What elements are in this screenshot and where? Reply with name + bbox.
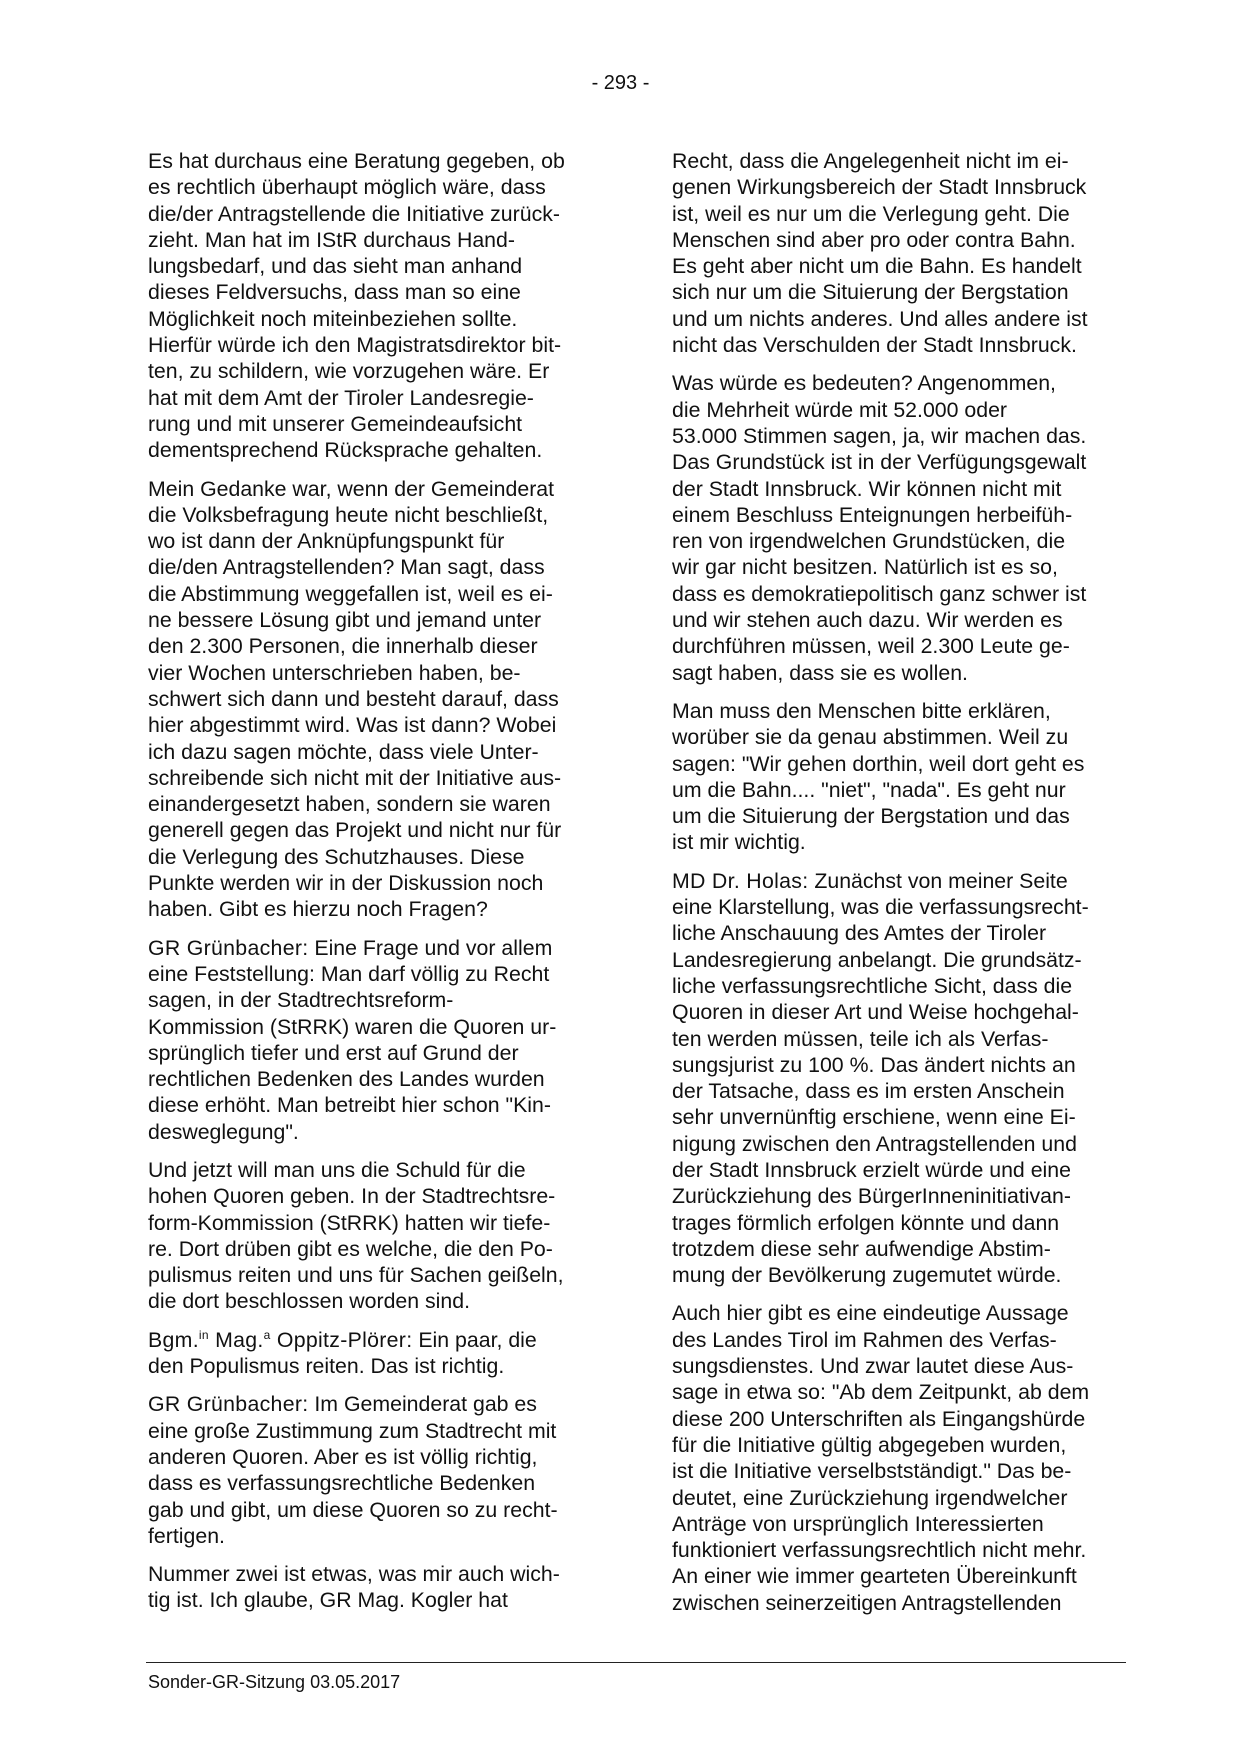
footer-divider: [146, 1662, 1126, 1663]
paragraph: GR Grünbacher: Eine Frage und vor allem eine Feststellung: Man darf völlig zu Recht sagen, in der Stadtrechtsreform- Kommission (StRRK) waren die Quoren ur- sprünglich tiefer und erst auf Grund der rechtlichen Bedenken des Landes wurden diese erhöht. Man betreibt hier schon "Kin- desweglegung".: [148, 935, 557, 1144]
paragraph: Auch hier gibt es eine eindeutige Aussage des Landes Tirol im Rahmen des Verfas- sungsdienstes. Und zwar lautet diese Aus- sage in etwa so: "Ab dem Zeitpunkt, ab dem diese 200 Unterschriften als Eingangshürde für die Initiative gültig abgegeben wurden, ist die Initiative verselbstständigt." Das be- deutet, eine Zurückziehung irgendwelcher Anträge von ursprünglich Interessierten funktioniert verfassungsrechtlich nicht mehr. An einer wie immer gearteten Übereinkunft zwischen seinerzeitigen Antragstellenden: [672, 1301, 1090, 1615]
speaker-name: GR Grünbacher:: [148, 935, 309, 960]
paragraph: Und jetzt will man uns die Schuld für die hohen Quoren geben. In der Stadtrechtsre- form-Kommission (StRRK) hatten wir tiefe- re. Dort drüben gibt es welche, die den Po- pulismus reiten und uns für Sachen geißeln, die dort beschlossen worden sind.: [148, 1157, 564, 1314]
paragraph: Es hat durchaus eine Beratung gegeben, ob es rechtlich überhaupt möglich wäre, dass die/der Antragstellende die Initiative zurück- zieht. Man hat im IStR durchaus Hand- lungsbedarf, und das sieht man anhand dieses Feldversuchs, dass man so eine Möglichkeit noch miteinbeziehen sollte. Hierfür würde ich den Magistratsdirektor bit- ten, zu schildern, wie vorzugehen wäre. Er hat mit dem Amt der Tiroler Landesregie- rung und mit unserer Gemeindeaufsicht dementsprechend Rücksprache gehalten.: [148, 149, 565, 463]
paragraph: MD Dr. Holas: Zunächst von meiner Seite eine Klarstellung, was die verfassungsrecht- liche Anschauung des Amtes der Tiroler Landesregierung anbelangt. Die grundsätz- liche verfassungsrechtliche Sicht, dass die Quoren in dieser Art und Weise hochgehal- ten werden müssen, teile ich als Verfas- sungsjurist zu 100 %. Das ändert nichts an der Tatsache, dass es im ersten Anschein sehr unvernünftig erschiene, wenn eine Ei- nigung zwischen den Antragstellenden und der Stadt Innsbruck erzielt würde und eine Zurückziehung des BürgerInneninitiativan- trages förmlich erfolgen könnte und dann trotzdem diese sehr aufwendige Abstim- mung der Bevölkerung zugemutet würde.: [672, 868, 1089, 1288]
left-column: [148, 148, 600, 1626]
paragraph: Was würde es bedeuten? Angenommen, die Mehrheit würde mit 52.000 oder 53.000 Stimmen sagen, ja, wir machen das. Das Grundstück ist in der Verfügungsgewalt der Stadt Innsbruck. Wir können nicht mit einem Beschluss Enteignungen herbeifüh- ren von irgendwelchen Grundstücken, die wir gar nicht besitzen. Natürlich ist es so, dass es demokratiepolitisch ganz schwer ist und wir stehen auch dazu. Wir werden es durchführen müssen, weil 2.300 Leute ge- sagt haben, dass sie es wollen.: [672, 371, 1087, 685]
speaker-name: Bgm.$^{in}$ Mag.$^a$ Oppitz-Plörer:: [148, 1327, 413, 1352]
paragraph: Mein Gedanke war, wenn der Gemeinderat die Volksbefragung heute nicht beschließt, wo ist dann der Anknüpfungspunkt für die/den Antragstellenden? Man sagt, dass die Abstimmung weggefallen ist, weil es ei- ne bessere Lösung gibt und jemand unter den 2.300 Personen, die innerhalb dieser vier Wochen unterschrieben haben, be- schwert sich dann und besteht darauf, dass hier abgestimmt wird. Was ist dann? Wobei ich dazu sagen möchte, dass viele Unter- schreibende sich nicht mit der Initiative aus- einandergesetzt haben, sondern sie waren generell gegen das Projekt und nicht nur für die Verlegung des Schutzhauses. Diese Punkte werden wir in der Diskussion noch haben. Gibt es hierzu noch Fragen?: [148, 476, 562, 922]
paragraph: Nummer zwei ist etwas, was mir auch wich- tig ist. Ich glaube, GR Mag. Kogler hat: [148, 1562, 560, 1613]
speaker-name: GR Grünbacher:: [148, 1392, 309, 1417]
paragraph: Man muss den Menschen bitte erklären, worüber sie da genau abstimmen. Weil zu sagen: "Wir gehen dorthin, weil dort geht es um die Bahn.... "niet", "nada". Es geht nur um die Situierung der Bergstation und das ist mir wichtig.: [672, 698, 1085, 855]
speaker-name: MD Dr. Holas:: [672, 868, 809, 893]
paragraph: GR Grünbacher: Im Gemeinderat gab es eine große Zustimmung zum Stadtrecht mit anderen Quoren. Aber es ist völlig richtig, dass es verfassungsrechtliche Bedenken gab und gibt, um diese Quoren so zu recht- fertigen.: [148, 1392, 558, 1548]
paragraph: Bgm.$^{in}$ Mag.$^a$ Oppitz-Plörer: Ein paar, die den Populismus reiten. Das ist richtig.: [148, 1327, 537, 1379]
paragraph: Recht, dass die Angelegenheit nicht im ei- genen Wirkungsbereich der Stadt Innsbruck ist, weil es nur um die Verlegung geht. Die Menschen sind aber pro oder contra Bahn. Es geht aber nicht um die Bahn. Es handelt sich nur um die Situierung der Bergstation und um nichts anderes. Und alles andere ist nicht das Verschulden der Stadt Innsbruck.: [672, 149, 1088, 358]
footer-session: Sonder-GR-Sitzung 03.05.2017: [148, 1672, 401, 1692]
right-column: [672, 148, 1124, 1628]
page-number: - 293 -: [591, 72, 650, 94]
